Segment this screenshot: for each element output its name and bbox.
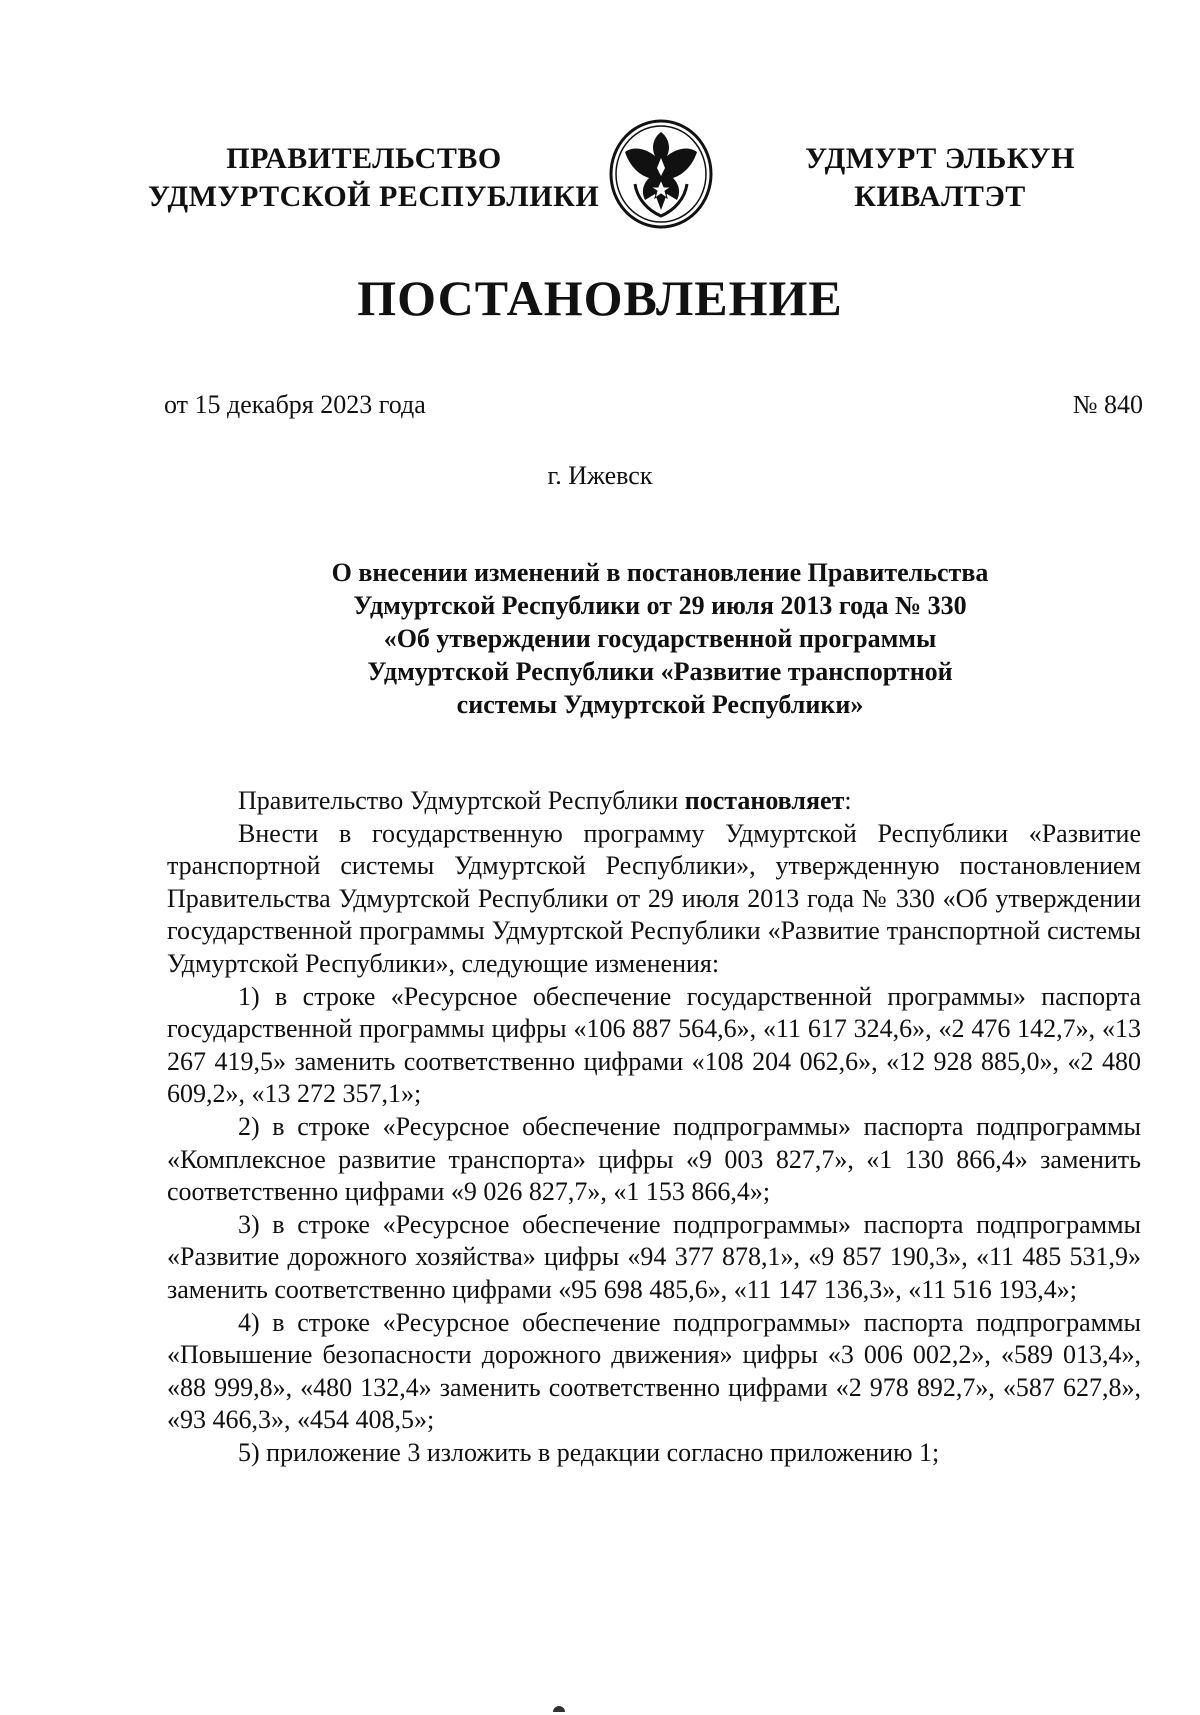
subject-line: О внесении изменений в постановление Правительства xyxy=(331,558,989,587)
document-city: г. Ижевск xyxy=(547,461,653,490)
document-number: № 840 xyxy=(1072,390,1143,419)
government-name-udmurt xyxy=(785,140,1095,216)
body-paragraph: 5) приложение 3 изложить в редакции согласно приложению 1; xyxy=(238,1437,940,1467)
document-subject xyxy=(200,556,1120,721)
intro-suffix: : xyxy=(844,786,852,815)
page-number-mark xyxy=(553,1706,565,1712)
body-paragraph: 3) в строке «Ресурсное обеспечение подпрограммы» паспорта подпрограммы «Развитие дорожного хозяйства» цифры «94 377 878,1», «9 857 190,3», «11 485 531,9» заменить соответственно цифрами «95 698 485,6», «11 147 136,3», «11 516 193,4»; xyxy=(167,1209,1141,1304)
body-paragraph: 1) в строке «Ресурсное обеспечение государственной программы» паспорта государственной программы цифры «106 887 564,6», «11 617 324,6», «2 476 142,7», «13 267 419,5» заменить соответственно цифрами «108 204 062,6», «12 928 885,0», «2 480 609,2», «13 272 357,1»; xyxy=(167,981,1141,1109)
intro-decree-verb: постановляет xyxy=(684,786,845,815)
government-name-russian xyxy=(148,140,600,216)
header-right-line1: УДМУРТ ЭЛЬКУН xyxy=(805,142,1075,175)
coat-of-arms-icon xyxy=(607,118,715,230)
document-title: ПОСТАНОВЛЕНИЕ xyxy=(357,270,843,326)
document-body xyxy=(167,785,1141,1469)
subject-line: «Об утверждении государственной программы xyxy=(383,624,937,653)
intro-prefix: Правительство Удмуртской Республики xyxy=(238,786,685,815)
body-paragraph: Внести в государственную программу Удмуртской Республики «Развитие транспортной системы Удмуртской Республики», утвержденную постановлением Правительства Удмуртской Республики от 29 июля 2013 года № 330 «Об утверждении государственной программы Удмуртской Республики «Развитие транспортной системы Удмуртской Республики», следующие изменения: xyxy=(167,818,1141,978)
subject-line: Удмуртской Республики «Развитие транспортной xyxy=(367,657,953,686)
subject-line: системы Удмуртской Республики» xyxy=(456,690,864,719)
header-left-line2: УДМУРТСКОЙ РЕСПУБЛИКИ xyxy=(148,180,600,213)
intro-paragraph xyxy=(167,785,1141,818)
body-paragraph: 2) в строке «Ресурсное обеспечение подпрограммы» паспорта подпрограммы «Комплексное развитие транспорта» цифры «9 003 827,7», «1 130 866,4» заменить соответственно цифрами «9 026 827,7», «1 153 866,4»; xyxy=(167,1111,1141,1207)
subject-line: Удмуртской Республики от 29 июля 2013 года № 330 xyxy=(353,591,967,620)
header-left-line1: ПРАВИТЕЛЬСТВО xyxy=(226,142,502,175)
document-date: от 15 декабря 2023 года xyxy=(164,390,426,419)
body-paragraph: 4) в строке «Ресурсное обеспечение подпрограммы» паспорта подпрограммы «Повышение безопасности дорожного движения» цифры «3 006 002,2», «589 013,4», «88 999,8», «480 132,4» заменить соответственно цифрами «2 978 892,7», «587 627,8», «93 466,3», «454 408,5»; xyxy=(167,1307,1141,1435)
header-right-line2: КИВАЛТЭТ xyxy=(854,180,1026,213)
